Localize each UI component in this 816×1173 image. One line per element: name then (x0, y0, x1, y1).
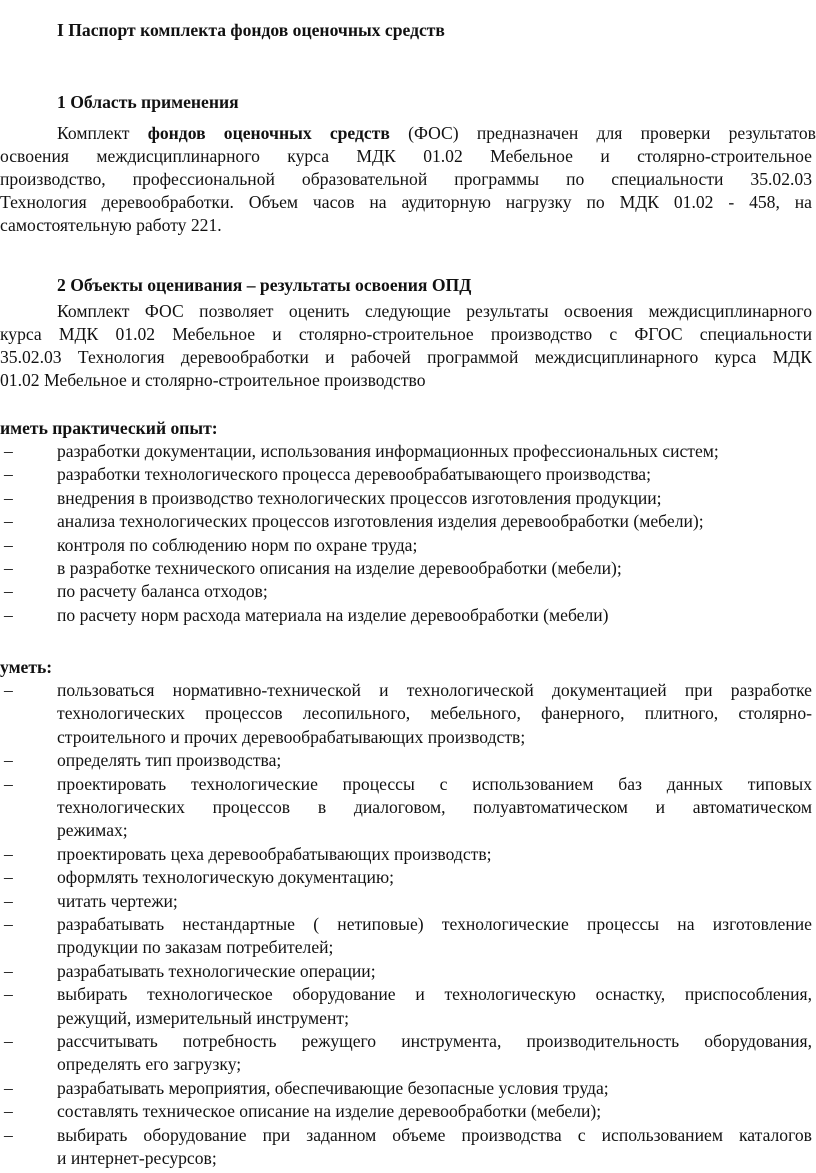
skills-item-text: читать чертежи; (57, 890, 178, 911)
practical-bullet-dash: – (4, 534, 13, 555)
skills-bullet-dash: – (4, 1031, 13, 1051)
section2-heading: 2 Объекты оценивания – результаты освоения ОПД (57, 275, 472, 295)
practical-item-text: по расчету норм расхода материала на изделие деревообработки (мебели) (57, 604, 609, 625)
practical-item-text: контроля по соблюдению норм по охране труда; (57, 534, 418, 555)
practical-heading: иметь практический опыт: (0, 418, 218, 438)
practical-bullet-dash: – (4, 511, 13, 532)
skills-item-text: продукции по заказам потребителей; (57, 937, 334, 958)
skills-item-text: проектировать цеха деревообрабатывающих производств; (57, 843, 492, 864)
skills-bullet-dash: – (4, 843, 13, 864)
skills-item-text: разрабатывать мероприятия, обеспечивающие безопасные условия труда; (57, 1077, 609, 1098)
section2-line-2: курса МДК 01.02 Мебельное и столярно-строительное производство с ФГОС специальности (0, 324, 812, 344)
skills-item-text: режимах; (57, 820, 128, 841)
section1-line-2: освоения междисциплинарного курса МДК 01.02 Мебельное и столярно-строительное (0, 146, 812, 166)
skills-item-text: выбирать оборудование при заданном объеме производства с использованием каталогов (57, 1124, 812, 1145)
skills-item-text: пользоваться нормативно-технической и технологической документацией при разработке (57, 680, 812, 700)
skills-item-text: выбирать технологическое оборудование и технологическую оснастку, приспособления, (57, 984, 812, 1005)
skills-item-text: проектировать технологические процессы с использованием баз данных типовых (57, 773, 812, 794)
practical-item-text: разработки технологического процесса деревообрабатывающего производства; (57, 464, 651, 485)
practical-bullet-dash: – (4, 487, 13, 508)
skills-bullet-dash: – (4, 914, 13, 934)
section1-line-4: Технология деревообработки. Объем часов на аудиторную нагрузку по МДК 01.02 - 458, на (0, 192, 812, 212)
skills-item-text: оформлять технологическую документацию; (57, 867, 394, 888)
practical-item-text: разработки документации, использования информационных профессиональных систем; (57, 441, 719, 461)
section1-line-1-post: (ФОС) предназначен для проверки результатов (389, 123, 816, 143)
skills-item-text: определять тип производства; (57, 750, 282, 771)
practical-bullet-dash: – (4, 464, 13, 485)
skills-item-text: технологических процессов в диалоговом, полуавтоматическом и автоматическом (57, 797, 812, 817)
practical-bullet-dash: – (4, 441, 13, 461)
passport-title: I Паспорт комплекта фондов оценочных средств (57, 20, 445, 40)
section1-line-1-bold: фондов оценочных средств (147, 123, 390, 143)
skills-bullet-dash: – (4, 960, 13, 981)
skills-item-text: режущий, измерительный инструмент; (57, 1007, 349, 1028)
skills-item-text: технологических процессов лесопильного, мебельного, фанерного, плитного, столярно- (57, 703, 812, 724)
section2-line-4: 01.02 Мебельное и столярно-строительное производство (0, 370, 426, 390)
skills-item-text: составлять техническое описание на изделие деревообработки (мебели); (57, 1101, 602, 1122)
skills-item-text: строительного и прочих деревообрабатывающих производств; (57, 726, 526, 747)
skills-heading: уметь: (0, 657, 53, 677)
section1-line-1 (57, 122, 816, 145)
skills-bullet-dash: – (4, 867, 13, 888)
section1-line-5: самостоятельную работу 221. (0, 215, 222, 235)
practical-bullet-dash: – (4, 604, 13, 625)
section1-line-3: производство, профессиональной образовательной программы по специальности 35.02.03 (0, 169, 812, 189)
skills-bullet-dash: – (4, 773, 13, 794)
section2-line-1: Комплект ФОС позволяет оценить следующие результаты освоения междисциплинарного (57, 301, 812, 321)
skills-bullet-dash: – (4, 1124, 13, 1145)
practical-bullet-dash: – (4, 558, 13, 578)
skills-bullet-dash: – (4, 1077, 13, 1098)
skills-bullet-dash: – (4, 890, 13, 911)
practical-bullet-dash: – (4, 581, 13, 602)
practical-item-text: в разработке технического описания на изделие деревообработки (мебели); (57, 558, 622, 578)
skills-item-text: и интернет-ресурсов; (57, 1148, 217, 1168)
practical-item-text: по расчету баланса отходов; (57, 581, 268, 602)
skills-bullet-dash: – (4, 750, 13, 771)
skills-bullet-dash: – (4, 984, 13, 1005)
section1-heading: 1 Область применения (57, 92, 239, 112)
practical-item-text: внедрения в производство технологических процессов изготовления продукции; (57, 487, 662, 508)
skills-bullet-dash: – (4, 1101, 13, 1122)
practical-item-text: анализа технологических процессов изготовления изделия деревообработки (мебели); (57, 511, 704, 532)
skills-item-text: рассчитывать потребность режущего инструмента, производительность оборудования, (57, 1031, 812, 1051)
section1-line-1-pre: Комплект (57, 123, 148, 143)
skills-item-text: разрабатывать нестандартные ( нетиповые) технологические процессы на изготовление (57, 914, 812, 934)
skills-item-text: определять его загрузку; (57, 1054, 242, 1075)
skills-item-text: разрабатывать технологические операции; (57, 960, 376, 981)
skills-bullet-dash: – (4, 680, 13, 700)
section2-line-3: 35.02.03 Технология деревообработки и рабочей программой междисциплинарного курса МДК (0, 347, 812, 367)
